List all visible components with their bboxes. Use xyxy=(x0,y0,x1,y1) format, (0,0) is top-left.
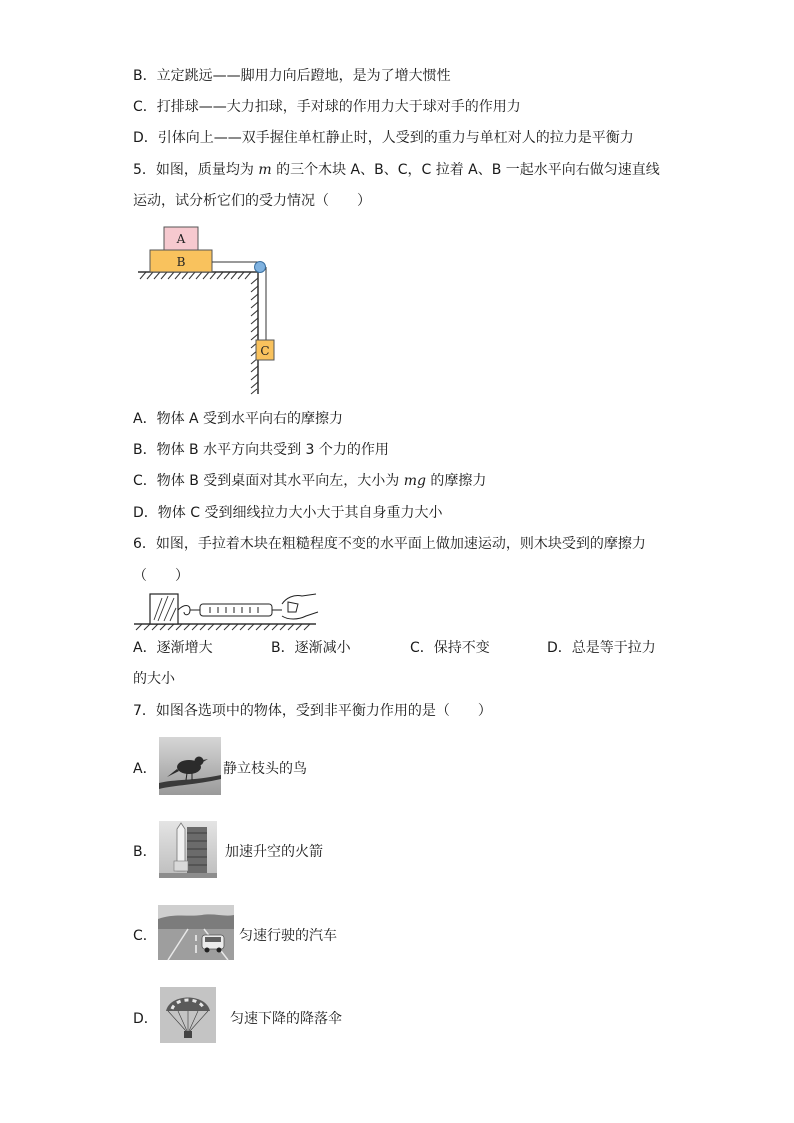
q5-option-d: D．物体 C 受到细线拉力大小大于其自身重力大小 xyxy=(133,505,443,521)
parachute-photo-icon xyxy=(160,987,216,1043)
q7-option-c-text: 匀速行驶的汽车 xyxy=(239,928,337,944)
wall-hatching xyxy=(251,272,258,394)
bird-photo-icon xyxy=(159,737,221,795)
q4-option-c: C．打排球——大力扣球，手对球的作用力大于球对手的作用力 xyxy=(133,99,521,115)
q7-option-c-letter: C． xyxy=(133,928,157,944)
block-a-label: A xyxy=(176,232,186,246)
table-hatching xyxy=(138,272,258,279)
q7-option-a-letter: A． xyxy=(133,761,157,777)
q5-stem-line2: 运动，试分析它们的受力情况（ ） xyxy=(133,193,371,209)
q4-option-d: D．引体向上——双手握住单杠静止时，人受到的重力与单杠对人的拉力是平衡力 xyxy=(133,130,634,146)
block-c-label: C xyxy=(260,344,270,358)
hand-icon xyxy=(282,594,318,619)
mass-variable: m xyxy=(258,162,272,178)
q6-options-row xyxy=(133,638,673,658)
wooden-block xyxy=(150,594,178,624)
q7-option-a-text: 静立枝头的鸟 xyxy=(223,761,307,777)
q5-option-c: C．物体 B 受到桌面对其水平向左，大小为 mg 的摩擦力 xyxy=(133,473,487,489)
q6-stem-line2: （ ） xyxy=(133,568,189,584)
q7-option-b-text: 加速升空的火箭 xyxy=(225,844,323,860)
car-photo-icon xyxy=(158,905,234,960)
mg-variable: mg xyxy=(403,473,426,489)
block-b-label: B xyxy=(176,255,186,269)
q7-option-d-letter: D． xyxy=(133,1011,158,1027)
q6-option-b: B．逐渐减小 xyxy=(271,640,351,656)
q6-option-d: D．总是等于拉力 xyxy=(547,640,656,656)
q7-option-b-letter: B． xyxy=(133,844,157,860)
q5-option-a: A．物体 A 受到水平向右的摩擦力 xyxy=(133,411,344,427)
pulley-icon xyxy=(255,262,266,273)
q6-stem-line1: 6．如图，手拉着木块在粗糙程度不变的水平面上做加速运动，则木块受到的摩擦力 xyxy=(133,536,646,552)
q5-option-b: B．物体 B 水平方向共受到 3 个力的作用 xyxy=(133,442,389,458)
q6-option-c: C．保持不变 xyxy=(410,640,490,656)
rocket-photo-icon xyxy=(159,821,217,878)
q5-stem-line1: 5．如图，质量均为 m 的三个木块 A、B、C，C 拉着 A、B 一起水平向右做匀速直线 xyxy=(133,162,660,178)
q5-blocks-pulley-figure xyxy=(130,222,290,400)
q7-stem: 7．如图各选项中的物体，受到非平衡力作用的是（ ） xyxy=(133,703,492,719)
q6-option-a: A．逐渐增大 xyxy=(133,640,213,656)
ground-hatching xyxy=(134,624,316,630)
q7-option-d-text: 匀速下降的降落伞 xyxy=(230,1011,342,1027)
q6-hand-spring-scale-figure xyxy=(132,590,322,632)
hook xyxy=(178,606,190,615)
q4-option-b: B．立定跳远——脚用力向后蹬地，是为了增大惯性 xyxy=(133,68,451,84)
q6-option-d-continued: 的大小 xyxy=(133,671,175,687)
spring-scale xyxy=(190,604,282,616)
